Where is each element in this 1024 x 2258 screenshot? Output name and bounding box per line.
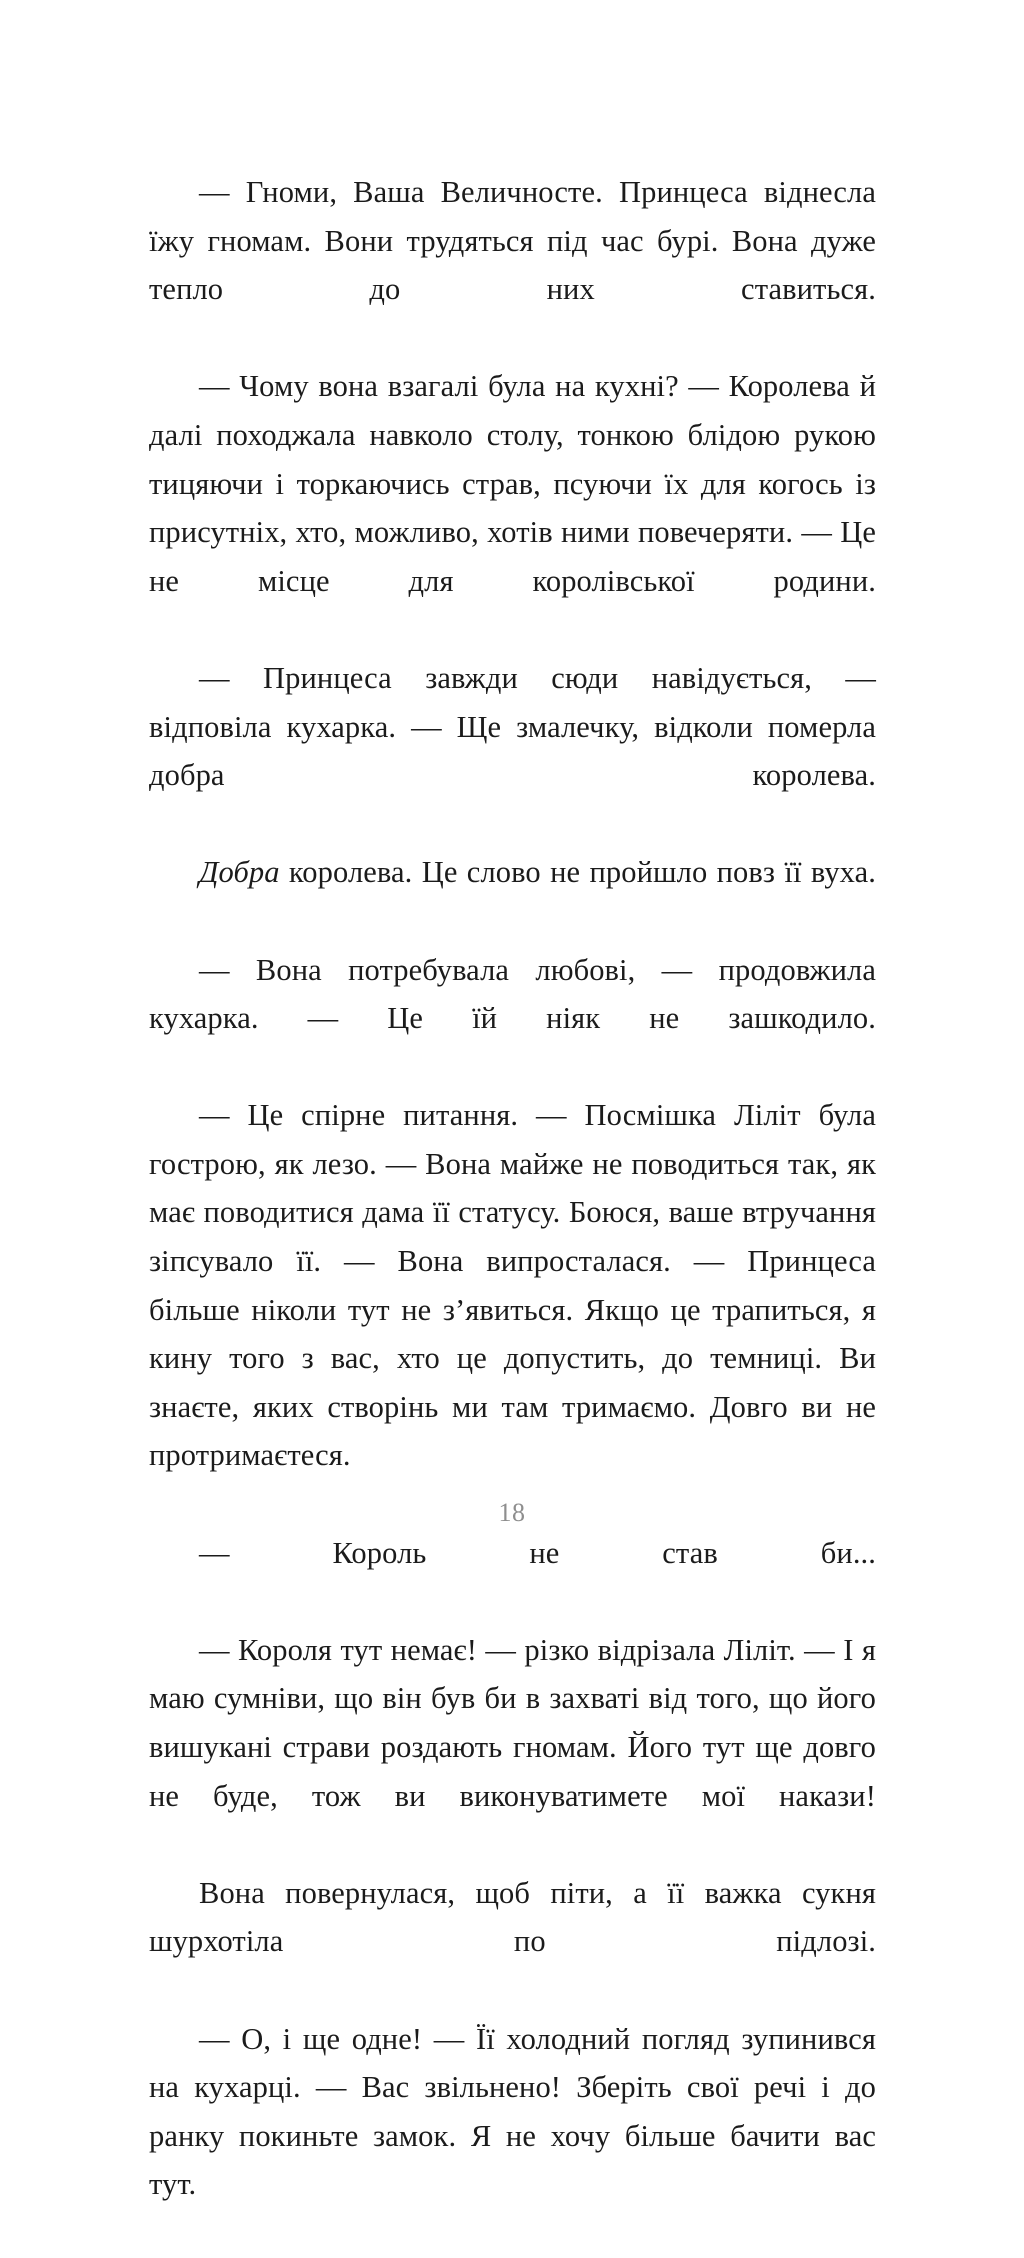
italic-emphasis-word: Добра [199,855,280,890]
paragraph-rest: королева. Це слово не пройшло повз її вуха. [279,855,876,890]
paragraph: — Короля тут немає! — різко відрізала Ліліт. — І я маю сумніви, що він був би в захваті від того, що його вишукані страви роздають гномам. Його тут ще довго не буде, тож ви виконуватимете мої накази! [149,1632,876,1813]
page-text-block [149,168,876,2258]
paragraph: — Принцеса завжди сюди навідується, — відповіла кухарка. — Ще змалечку, відколи померла добра королева. [149,660,876,793]
page-number: 18 [498,1498,526,1527]
paragraph: — О, і ще одне! — Її холодний погляд зупинився на кухарці. — Вас звільнено! Зберіть свої речі і до ранку покиньте замок. Я не хочу більше бачити вас тут. [149,2021,876,2202]
paragraph-with-italic-lead [149,848,876,945]
paragraph: — Гноми, Ваша Величносте. Принцеса віднесла їжу гномам. Вони трудяться під час бурі. Вона дуже тепло до них ставиться. [149,175,876,307]
paragraph: — Це спірне питання. — Посмішка Ліліт була гострою, як лезо. — Вона майже не поводиться так, як має поводитися дама її статусу. Боюся, ваше втручання зіпсувало її. — Вона випросталася. — Принцеса більше ніколи тут не з’явиться. Якщо це трапиться, я кину того з вас, хто це допустить, до темниці. Ви знаєте, яких створінь ми там тримаємо. Довго ви не протримаєтеся. [149,1098,876,1473]
paragraph: — Чому вона взагалі була на кухні? — Королева й далі походжала навколо столу, тонкою блідою рукою тицяючи і торкаючись страв, псуючи їх для когось із присутніх, хто, можливо, хотів ними повечеряти. — Це не місце для королівської родини. [149,369,876,598]
paragraph: — Король не став би... [199,1535,876,1570]
paragraph: Вона повернулася, щоб піти, а її важка сукня шурхотіла по підлозі. [149,1875,876,1959]
paragraph: — Вона потребувала любові, — продовжила кухарка. — Це їй ніяк не зашкодило. [149,952,876,1036]
